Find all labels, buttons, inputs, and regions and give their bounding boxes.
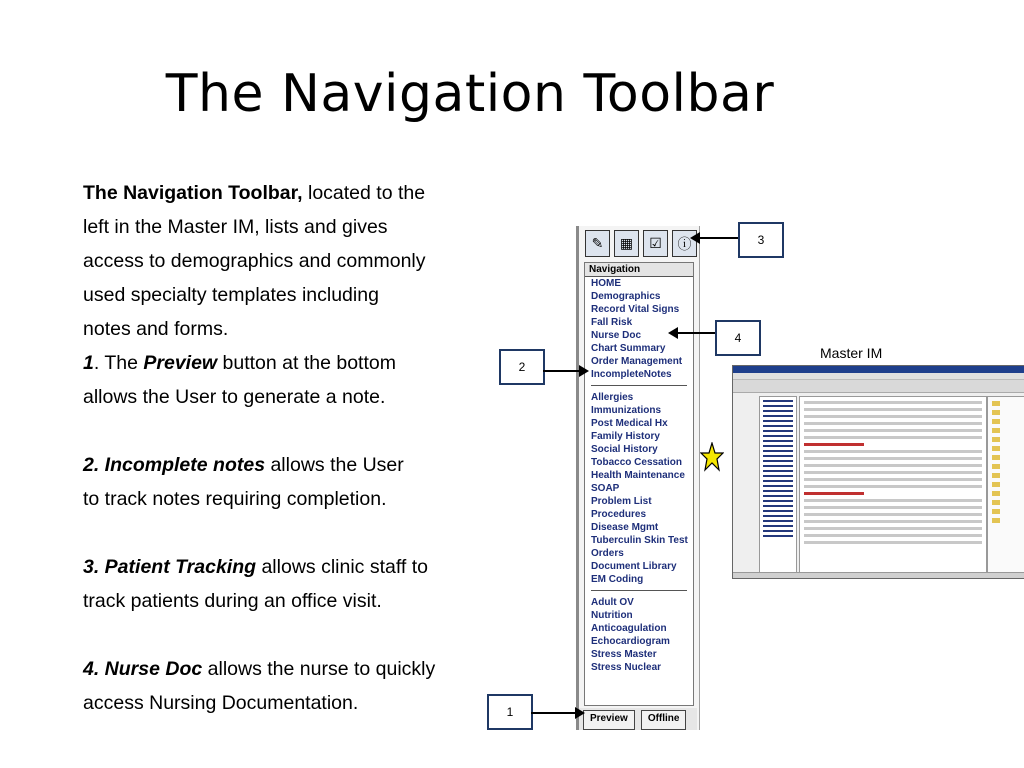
nav-item-chart-summary[interactable]: Chart Summary <box>591 343 666 354</box>
arrow-4 <box>676 332 715 334</box>
callout-3: 3 <box>738 222 784 258</box>
nav-item-stress-nuclear[interactable]: Stress Nuclear <box>591 662 662 673</box>
master-im-screenshot <box>732 365 1024 579</box>
preview-button[interactable]: Preview <box>583 710 635 730</box>
nav-item-record-vital-signs[interactable]: Record Vital Signs <box>591 304 680 315</box>
nav-bottom-bar <box>579 708 697 730</box>
nav-divider <box>591 590 687 591</box>
nav-item-stress-master[interactable]: Stress Master <box>591 649 657 660</box>
item-4: 4. Nurse Doc allows the nurse to quickly <box>83 658 436 680</box>
nav-item-nutrition[interactable]: Nutrition <box>591 610 633 621</box>
intro-bold: The Navigation Toolbar, <box>83 182 303 204</box>
nav-item-echocardiogram[interactable]: Echocardiogram <box>591 636 670 647</box>
nav-item-tobacco-cessation[interactable]: Tobacco Cessation <box>591 457 682 468</box>
nav-item-demographics[interactable]: Demographics <box>591 291 661 302</box>
nav-item-disease-mgmt[interactable]: Disease Mgmt <box>591 522 659 533</box>
nav-divider <box>591 385 687 386</box>
nav-group-3 <box>585 596 693 674</box>
nav-item-soap[interactable]: SOAP <box>591 483 620 494</box>
nav-item-social-history[interactable]: Social History <box>591 444 658 455</box>
offline-button[interactable]: Offline <box>641 710 687 730</box>
master-im-label: Master IM <box>820 345 883 361</box>
todo-icon[interactable]: ☑ <box>643 230 668 257</box>
nav-item-em-coding[interactable]: EM Coding <box>591 574 644 585</box>
slide-body: The Navigation Toolbar, located to the left in the Master IM, lists and gives access to demographics and commonly used specialty templates including notes and forms. 1. The Preview button at the bottom allows the User to generate a note. 2. Incomplete notes allows the User to track notes requiring completion. 3. Patient Tracking allows clinic staff to track patients during an office visit. 4. Nurse Doc allows the nurse to quickly access Nursing Documentation. <box>83 176 533 720</box>
navigation-toolbar-screenshot <box>576 226 700 730</box>
nav-item-post-medical-hx[interactable]: Post Medical Hx <box>591 418 668 429</box>
nav-item-allergies[interactable]: Allergies <box>591 392 634 403</box>
navigation-header: Navigation <box>585 263 693 277</box>
nav-item-tuberculin-skin-test[interactable]: Tuberculin Skin Test <box>591 535 688 546</box>
star-icon <box>700 442 724 472</box>
nav-item-nurse-doc[interactable]: Nurse Doc <box>591 330 642 341</box>
master-im-tree-thumbnail <box>987 396 1024 574</box>
nav-item-family-history[interactable]: Family History <box>591 431 660 442</box>
callout-1: 1 <box>487 694 533 730</box>
nav-item-document-library[interactable]: Document Library <box>591 561 677 572</box>
tools-icon[interactable]: ✎ <box>585 230 610 257</box>
nav-item-home[interactable]: HOME <box>591 278 621 289</box>
nav-item-order-management[interactable]: Order Management <box>591 356 683 367</box>
callout-2: 2 <box>499 349 545 385</box>
nav-item-adult-ov[interactable]: Adult OV <box>591 597 634 608</box>
toolbar-icon-row <box>585 230 697 260</box>
calculator-icon[interactable]: ▦ <box>614 230 639 257</box>
item-2: 2. Incomplete notes allows the User <box>83 454 404 476</box>
nav-item-procedures[interactable]: Procedures <box>591 509 647 520</box>
nav-item-incompletenotes[interactable]: IncompleteNotes <box>591 369 672 380</box>
nav-group-2 <box>585 391 693 586</box>
intro-paragraph: The Navigation Toolbar, located to the <box>83 182 426 204</box>
item-3: 3. Patient Tracking allows clinic staff to <box>83 556 429 578</box>
arrow-2 <box>543 370 581 372</box>
arrow-1 <box>531 712 577 714</box>
nav-item-immunizations[interactable]: Immunizations <box>591 405 662 416</box>
slide-title: The Navigation Toolbar <box>165 64 775 124</box>
nav-item-fall-risk[interactable]: Fall Risk <box>591 317 633 328</box>
nav-item-orders[interactable]: Orders <box>591 548 624 559</box>
nav-item-health-maintenance[interactable]: Health Maintenance <box>591 470 685 481</box>
master-im-nav-thumbnail <box>759 396 797 574</box>
nav-item-problem-list[interactable]: Problem List <box>591 496 652 507</box>
patient-tracking-icon[interactable]: ⓘ <box>672 230 697 257</box>
nav-item-anticoagulation[interactable]: Anticoagulation <box>591 623 667 634</box>
arrow-3 <box>698 237 738 239</box>
master-im-main-thumbnail <box>799 396 987 574</box>
callout-4: 4 <box>715 320 761 356</box>
item-1: 1. The Preview button at the bottom <box>83 352 396 374</box>
